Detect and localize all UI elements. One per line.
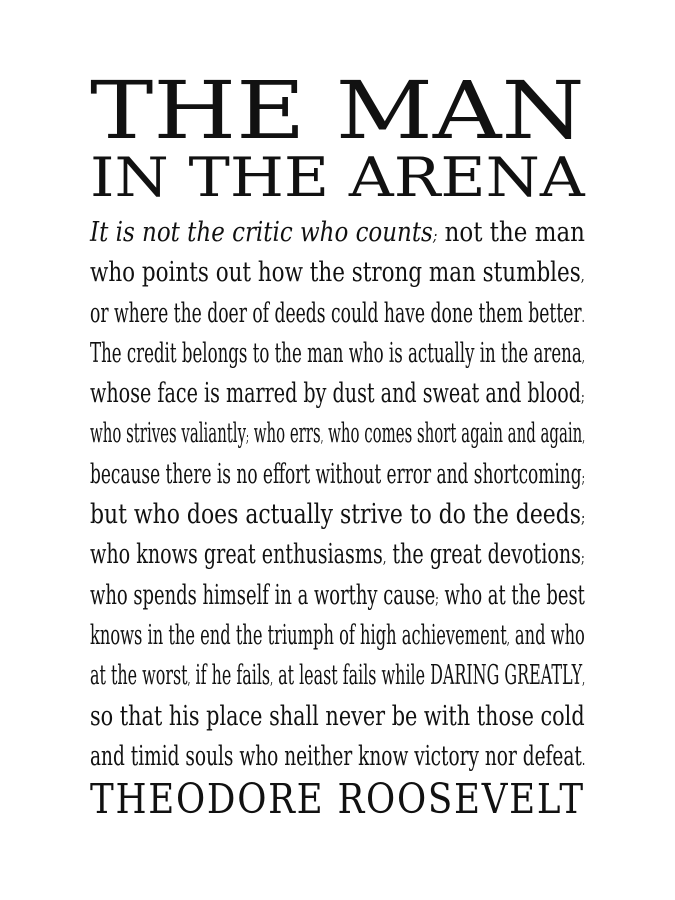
quote-line: [90, 737, 585, 777]
poster-title-line-2: [90, 146, 585, 209]
small-punctuation: ,: [506, 628, 510, 648]
small-punctuation: ;: [246, 427, 249, 447]
quote-line-text: [90, 414, 585, 457]
small-punctuation: ;: [581, 508, 586, 528]
small-punctuation: ,: [580, 266, 585, 286]
quote-line: [90, 294, 585, 334]
quote-segment: who points out how the strong man stumbles,: [90, 257, 585, 289]
small-punctuation: .: [581, 749, 586, 769]
quote-line-text: [90, 535, 585, 578]
small-punctuation: ;: [435, 588, 439, 608]
quote-line: [90, 495, 585, 535]
small-punctuation: ,: [320, 427, 324, 447]
quote-segment: who spends himself in a worthy cause; who at the best: [90, 579, 585, 611]
quote-segment: The credit belongs to the man who is actually in the arena,: [90, 337, 585, 369]
quote-segment: whose face is marred by dust and sweat and blood;: [90, 378, 585, 410]
small-punctuation: ;: [432, 226, 438, 245]
quote-body: [90, 213, 585, 777]
quote-line: [90, 656, 585, 696]
small-punctuation: ;: [581, 387, 585, 407]
quote-line-text: [90, 253, 585, 296]
quote-segment: so that his place shall never be with those cold: [90, 700, 585, 732]
quote-segment: not the man: [437, 217, 585, 248]
quote-line: [90, 576, 585, 616]
quote-line: [90, 697, 585, 737]
quote-segment: or where the doer of deeds could have done them better.: [90, 297, 585, 329]
quote-line-text: [90, 656, 585, 699]
author-name-text: THEODORE ROOSEVELT: [90, 775, 585, 823]
quote-segment: and timid souls who neither know victory nor defeat.: [90, 740, 586, 772]
quote-line-text: [90, 294, 585, 337]
quote-segment: because there is no effort without error and shortcoming;: [90, 458, 585, 490]
quote-line-text: [90, 616, 585, 659]
author-name: [90, 777, 585, 822]
poster-title-line-1-text: THE MAN: [90, 64, 585, 157]
quote-line-text: [90, 374, 585, 417]
quote-line-text: [90, 737, 585, 780]
poster-title-line-2-text: IN THE ARENA: [90, 146, 585, 209]
quote-line: [90, 616, 585, 656]
quote-line-text: [90, 334, 585, 377]
quote-line-text: [90, 697, 585, 737]
quote-segment: at the worst, if he fails, at least fails while DARING GREATLY,: [90, 660, 586, 692]
quote-segment: It is not the critic who counts;: [90, 217, 438, 248]
poster-title-line-1: [90, 64, 585, 157]
small-punctuation: ,: [581, 346, 585, 366]
quote-segment: but who does actually strive to do the deeds;: [90, 499, 586, 531]
small-punctuation: ,: [187, 669, 191, 689]
quote-line-text: [90, 213, 585, 256]
quote-line-text: [90, 455, 585, 498]
quote-line: [90, 535, 585, 575]
quote-line: [90, 334, 585, 374]
small-punctuation: .: [581, 306, 585, 326]
small-punctuation: ,: [382, 548, 387, 568]
small-punctuation: ;: [581, 467, 585, 487]
small-punctuation: ,: [270, 669, 274, 689]
small-punctuation: ,: [582, 427, 586, 447]
quote-segment: who strives valiantly; who errs, who comes short again and again,: [90, 418, 586, 450]
quote-line-text: [90, 495, 585, 538]
quote-line: [90, 253, 585, 293]
quote-line: [90, 414, 585, 454]
small-punctuation: ,: [582, 669, 586, 689]
quote-line-text: [90, 576, 585, 619]
small-punctuation: ;: [580, 548, 585, 568]
quote-segment: who knows great enthusiasms, the great devotions;: [90, 539, 585, 571]
quote-segment: knows in the end the triumph of high achievement, and who: [90, 619, 585, 651]
quote-line: [90, 455, 585, 495]
quote-line: [90, 374, 585, 414]
quote-line: [90, 213, 585, 253]
